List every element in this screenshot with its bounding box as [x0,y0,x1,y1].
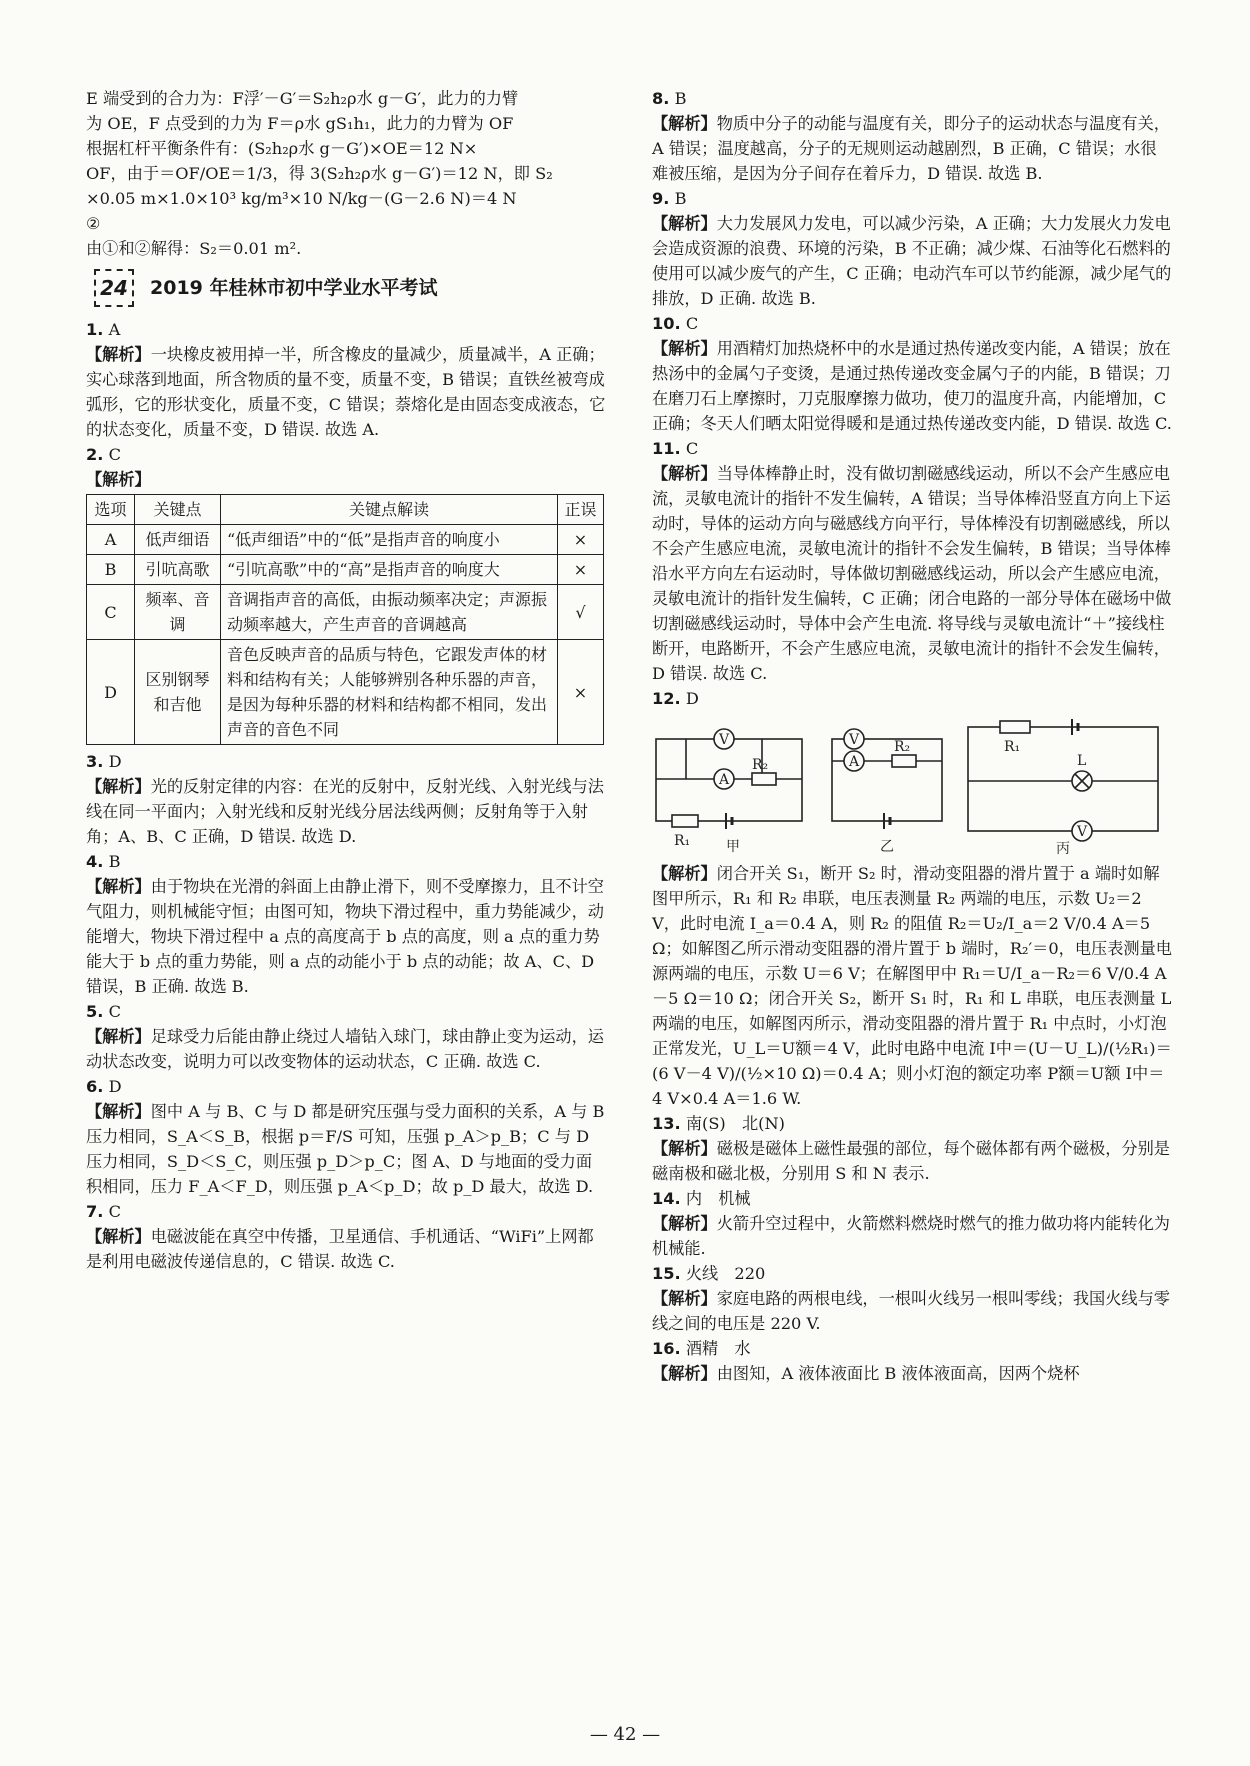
answer-value: C [685,314,699,333]
analysis-tag: 【解析】 [86,777,151,796]
table-cell: B [87,555,135,585]
resistor-icon [892,755,916,767]
answer-q5 [86,999,606,1074]
page-number: — 42 — [589,1724,661,1745]
circuit-label: A [719,772,730,788]
analysis-text: 火箭升空过程中，火箭燃料燃烧时燃气的推力做功将内能转化为机械能. [652,1214,1170,1258]
answer-q13 [652,1111,1172,1186]
question-number: 15. [652,1264,681,1283]
circuit-label: R₁ [1004,739,1021,755]
resistor-icon [672,815,698,827]
analysis-text: 电磁波能在真空中传播，卫星通信、手机通话、“WiFi”上网都是利用电磁波传递信息的，C 错误. 故选 C. [86,1227,594,1271]
circuit-label: R₂ [894,739,911,755]
analysis-tag: 【解析】 [652,1289,717,1308]
answer-value: 火线 220 [685,1264,766,1283]
question-number: 2. [86,445,104,464]
analysis-text: 一块橡皮被用掉一半，所含橡皮的量减少，质量减半，A 正确；实心球落到地面，所含物质的量不变，质量不变，B 错误；直铁丝被弯成弧形，它的形状变化，质量不变，C 错误；萘熔化是由固态变成液态，它的状态变化，质量不变，D 错误. 故选 A. [86,345,606,439]
table-header-row [87,495,604,525]
table-cell: C [87,585,135,640]
table-cell: × [558,525,604,555]
table-cell: × [558,555,604,585]
answer-q3 [86,749,606,849]
question-number: 12. [652,689,681,708]
answer-value: D [685,689,699,708]
question-number: 11. [652,439,681,458]
analysis-text: 由于物块在光滑的斜面上由静止滑下，则不受摩擦力，且不计空气阻力，则机械能守恒；由图可知，物块下滑过程中，重力势能减少，动能增大，物块下滑过程中 a 点的高度高于 b 点的高度，则 a 点的重力势能大于 b 点的重力势能，则 a 点的动能小于 b 点的动能；故 A、C、D 错误，B 正确. 故选 B. [86,877,604,996]
section-number: 24 [94,269,134,307]
question-number: 16. [652,1339,681,1358]
analysis-tag: 【解析】 [86,1227,151,1246]
circuit-yi-frame [832,739,942,821]
analysis-tag: 【解析】 [86,1102,151,1121]
analysis-tag: 【解析】 [652,214,717,233]
answer-value: B [674,189,687,208]
answer-q8 [652,86,1172,186]
table-cell: √ [558,585,604,640]
answer-q11 [652,436,1172,686]
question-number: 10. [652,314,681,333]
table-header-cell: 关键点解读 [221,495,558,525]
table-cell: 低声细语 [135,525,221,555]
right-column [652,86,1172,1386]
analysis-tag: 【解析】 [652,864,717,883]
intro-line: 根据杠杆平衡条件有：(S₂h₂ρ水 g－G′)×OE＝12 N× [86,139,478,158]
table-cell: 音调指声音的高低，由振动频率决定；声源振动频率越大，产生声音的音调越高 [221,585,558,640]
analysis-tag: 【解析】 [652,464,717,483]
answer-value: B [108,852,121,871]
table-cell: × [558,640,604,745]
question-number: 1. [86,320,104,339]
answer-q7 [86,1199,606,1274]
question-number: 5. [86,1002,104,1021]
answer-q9 [652,186,1172,311]
table-cell: “低声细语”中的“低”是指声音的响度小 [221,525,558,555]
answer-q16 [652,1336,1172,1386]
answer-value: C [108,445,121,464]
answer-value: A [108,320,121,339]
resistor-icon [752,773,776,785]
analysis-tag: 【解析】 [652,1139,717,1158]
table-cell: 区别钢琴和吉他 [135,640,221,745]
table-header-cell: 选项 [87,495,135,525]
analysis-text: 闭合开关 S₁，断开 S₂ 时，滑动变阻器的滑片置于 a 端时如解图甲所示，R₁ 和 R₂ 串联，电压表测量 R₂ 两端的电压，示数 U₂＝2 V，此时电流 I_a＝0.4 A，则 R₂ 的阻值 R₂＝U₂/I_a＝2 V/0.4 A＝5 Ω；如解图乙所示滑动变阻器的滑片置于 b 端时，R₂′＝0，电压表测量电源两端的电压，示数 U＝6 V；在解图甲中 R₁＝U/I_a－R₂＝6 V/0.4 A－5 Ω＝10 Ω；闭合开关 S₂，断开 S₁ 时，R₁ 和 L 串联，电压表测量 L 两端的电压，如解图丙所示，滑动变阻器的滑片置于 R₁ 中点时，小灯泡正常发光，U_L＝U额＝4 V，此时电路中电流 I中＝(U－U_L)/(½R₁)＝(6 V－4 V)/(½×10 Ω)＝0.4 A；则小灯泡的额定功率 P额＝U额 I中＝4 V×0.4 A＝1.6 W. [652,864,1172,1108]
circuit-label: L [1077,753,1087,769]
analysis-tag: 【解析】 [652,1364,717,1383]
keypoint-table [86,494,604,745]
section-title: 2019 年桂林市初中学业水平考试 [150,276,438,299]
table-cell: D [87,640,135,745]
circuit-label: V [719,732,730,748]
circuit-label: R₁ [674,833,691,849]
intro-line: OF，由于＝OF/OE＝1/3，得 3(S₂h₂ρ水 g－G′)＝12 N，即 S₂ [86,164,553,183]
answer-q2 [86,442,606,492]
question-number: 3. [86,752,104,771]
answer-q6 [86,1074,606,1199]
table-cell: A [87,525,135,555]
question-number: 6. [86,1077,104,1096]
table-header-cell: 正误 [558,495,604,525]
answer-value: D [108,752,122,771]
answer-value: D [108,1077,122,1096]
circuit-caption: 乙 [880,839,894,855]
answer-q10 [652,311,1172,436]
table-row [87,555,604,585]
question-number: 14. [652,1189,681,1208]
analysis-tag: 【解析】 [86,345,151,364]
rheostat-icon [1000,721,1030,733]
analysis-tag: 【解析】 [86,470,151,489]
table-row [87,525,604,555]
analysis-tag: 【解析】 [86,1027,151,1046]
analysis-tag: 【解析】 [652,114,717,133]
table-row [87,585,604,640]
section-header [94,269,606,307]
intro-line: 为 OE，F 点受到的力为 F＝ρ水 gS₁h₁，此力的力臂为 OF [86,114,514,133]
question-number: 9. [652,189,670,208]
circuit-label: R₂ [752,757,769,773]
answer-value: 南(S) 北(N) [685,1114,785,1133]
question-number: 13. [652,1114,681,1133]
intro-line: 由①和②解得：S₂＝0.01 m². [86,239,302,258]
analysis-q12 [652,861,1172,1111]
analysis-text: 光的反射定律的内容：在光的反射中，反射光线、入射光线与法线在同一平面内；入射光线和反射光线分居法线两侧；反射角等于入射角；A、B、C 正确，D 错误. 故选 D. [86,777,604,846]
answer-value: C [108,1202,121,1221]
table-cell: 频率、音调 [135,585,221,640]
question-number: 4. [86,852,104,871]
table-cell: 音色反映声音的品质与特色，它跟发声体的材料和结构有关；人能够辨别各种乐器的声音，是因为每种乐器的材料和结构都不相同，发出声音的音色不同 [221,640,558,745]
analysis-tag: 【解析】 [86,877,151,896]
circuit-diagrams [652,717,1172,855]
answer-value: C [108,1002,121,1021]
analysis-text: 用酒精灯加热烧杯中的水是通过热传递改变内能，A 错误；放在热汤中的金属勺子变烫，是通过热传递改变金属勺子的内能，B 错误；刀在磨刀石上摩擦时，刀克服摩擦力做功，使刀的温度升高，内能增加，C 正确；冬天人们晒太阳觉得暖和是通过热传递改变内能，D 错误. 故选 C. [652,339,1172,433]
analysis-text: 物质中分子的动能与温度有关，即分子的运动状态与温度有关，A 错误；温度越高，分子的无规则运动越剧烈，B 正确，C 错误；水很难被压缩，是因为分子间存在着斥力，D 错误. 故选 B. [652,114,1170,183]
analysis-tag: 【解析】 [652,339,717,358]
intro-line: E 端受到的合力为：F浮′－G′＝S₂h₂ρ水 g－G′，此力的力臂 [86,89,519,108]
table-cell: 引吭高歌 [135,555,221,585]
answer-value: 内 机械 [685,1189,751,1208]
left-column [86,86,606,1274]
analysis-text: 足球受力后能由静止绕过人墙钻入球门，球由静止变为运动，运动状态改变，说明力可以改变物体的运动状态，C 正确. 故选 C. [86,1027,604,1071]
answer-value: 酒精 水 [685,1339,751,1358]
circuit-label: V [849,732,860,748]
answer-q12 [652,686,1172,711]
answer-q15 [652,1261,1172,1336]
table-header-cell: 关键点 [135,495,221,525]
circuit-label: A [849,754,860,770]
answer-q1 [86,317,606,442]
analysis-text: 大力发展风力发电，可以减少污染，A 正确；大力发展火力发电会造成资源的浪费、环境的污染，B 不正确；减少煤、石油等化石燃料的使用可以减少废气的产生，C 正确；电动汽车可以节约能源，减少尾气的排放，D 正确. 故选 B. [652,214,1172,308]
circuit-bing-frame [968,727,1158,831]
analysis-tag: 【解析】 [652,1214,717,1233]
answer-value: B [674,89,687,108]
answer-q4 [86,849,606,999]
question-number: 8. [652,89,670,108]
circuit-figure [652,717,1172,855]
intro-line: ×0.05 m×1.0×10³ kg/m³×10 N/kg－(G－2.6 N)＝4 N [86,189,517,208]
analysis-text: 磁极是磁体上磁性最强的部位，每个磁体都有两个磁极，分别是磁南极和磁北极，分别用 S 和 N 表示. [652,1139,1170,1183]
analysis-text: 家庭电路的两根电线，一根叫火线另一根叫零线；我国火线与零线之间的电压是 220 V. [652,1289,1170,1333]
answer-q14 [652,1186,1172,1261]
circuit-caption: 甲 [726,839,740,855]
analysis-text: 由图知，A 液体液面比 B 液体液面高，因两个烧杯 [716,1364,1080,1383]
table-cell: “引吭高歌”中的“高”是指声音的响度大 [221,555,558,585]
analysis-text: 图中 A 与 B、C 与 D 都是研究压强与受力面积的关系，A 与 B 压力相同，S_A＜S_B，根据 p＝F/S 可知，压强 p_A＞p_B；C 与 D 压力相同，S_D＜S_C，则压强 p_D＞p_C；图 A、D 与地面的受力面积相同，压力 F_A＜F_D，则压强 p_A＜p_D；故 p_D 最大，故选 D. [86,1102,605,1196]
intro-line: ② [86,214,101,233]
analysis-text: 当导体棒静止时，没有做切割磁感线运动，所以不会产生感应电流，灵敏电流计的指针不发生偏转，A 错误；当导体棒沿竖直方向上下运动时，导体的运动方向与磁感线方向平行，导体棒没有切割磁感线，所以不会产生感应电流，灵敏电流计的指针不会发生偏转，B 错误；当导体棒沿水平方向左右运动时，导体做切割磁感线运动，所以会产生感应电流，灵敏电流计的指针发生偏转，C 正确；闭合电路的一部分导体在磁场中做切割磁感线运动时，导体中会产生电流. 将导线与灵敏电流计“＋”接线柱断开，电路断开，不会产生感应电流，灵敏电流计的指针不会发生偏转，D 错误. 故选 C. [652,464,1172,683]
answer-value: C [685,439,699,458]
circuit-caption: 丙 [1056,841,1070,855]
circuit-label: V [1077,824,1088,840]
question-number: 7. [86,1202,104,1221]
table-row [87,640,604,745]
